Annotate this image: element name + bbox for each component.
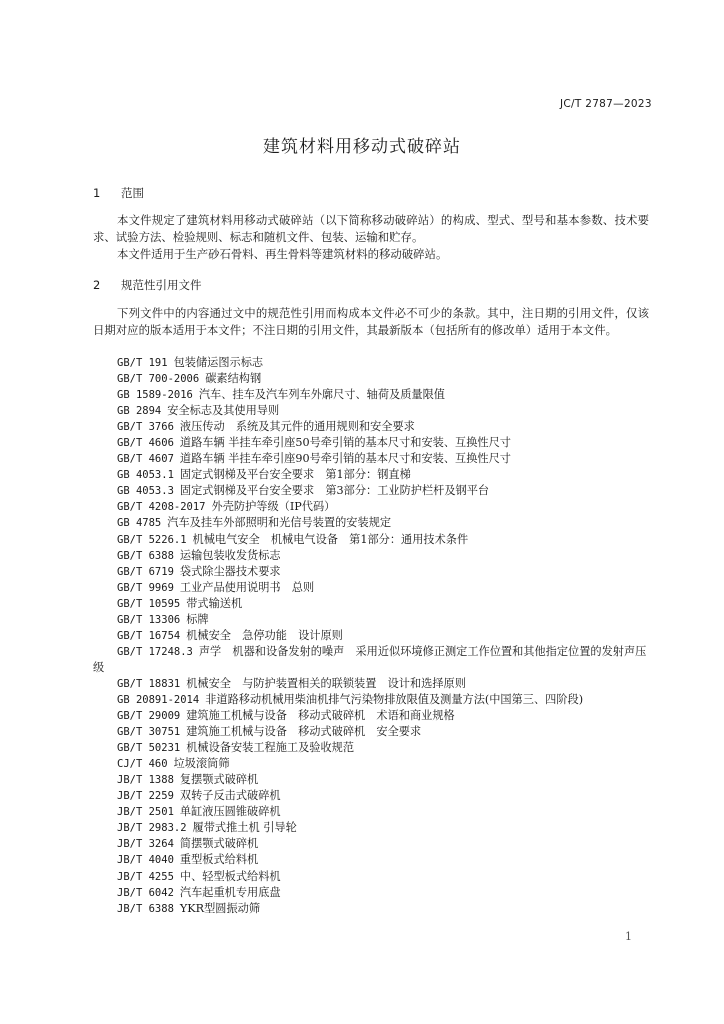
reference-name: 带式输送机: [186, 596, 243, 610]
reference-item: [117, 564, 650, 580]
reference-id: GB/T 5226.1: [117, 533, 187, 546]
reference-item: [117, 772, 650, 788]
reference-id: GB/T 3766: [117, 421, 174, 434]
reference-name: 道路车辆 半挂车牵引座50号牵引销的基本尺寸和安装、互换性尺寸: [179, 436, 511, 450]
standard-code: JC/T 2787—2023: [560, 98, 652, 110]
reference-item: [117, 483, 650, 499]
reference-id: GB/T 6388: [117, 549, 174, 562]
reference-item: [117, 419, 650, 435]
reference-item: [117, 724, 650, 740]
reference-item: [117, 596, 650, 612]
reference-name: 包装储运图示标志: [173, 356, 264, 369]
reference-id: GB/T 13306: [117, 613, 181, 626]
reference-item: [117, 515, 650, 531]
reference-name: 液压传动 系统及其元件的通用规则和安全要求: [179, 420, 415, 434]
reference-id: GB/T 16754: [117, 629, 181, 642]
reference-item: [117, 836, 650, 852]
reference-item: [117, 612, 650, 628]
reference-name: 重型板式给料机: [179, 853, 259, 867]
reference-id: JB/T 4040: [117, 854, 174, 867]
section-heading-scope: [93, 186, 144, 200]
reference-item: [117, 435, 650, 451]
page-number: 1: [625, 930, 632, 943]
reference-item: [93, 644, 650, 676]
reference-item: [117, 756, 650, 772]
reference-id: GB/T 18831: [117, 677, 181, 690]
reference-item: [117, 869, 650, 885]
reference-id: JB/T 2501: [117, 806, 174, 819]
reference-item: [117, 467, 650, 483]
reference-name: 非道路移动机械用柴油机排气污染物排放限值及测量方法(中国第三、四阶段): [205, 692, 584, 706]
section-number: 2: [93, 278, 101, 292]
reference-id: GB/T 17248.3: [117, 645, 193, 658]
reference-item: [117, 708, 650, 724]
reference-name: 汽车及挂车外部照明和光信号装置的安装规定: [167, 516, 392, 530]
reference-name: 建筑施工机械与设备 移动式破碎机 安全要求: [186, 725, 422, 739]
reference-item: [117, 820, 650, 836]
reference-name: 汽车起重机专用底盘: [179, 885, 281, 899]
reference-id: GB 4785: [117, 517, 162, 530]
reference-id: GB/T 9969: [117, 581, 174, 594]
reference-item: [117, 740, 650, 756]
reference-id: GB/T 4606: [117, 437, 174, 450]
reference-name: 固定式钢梯及平台安全要求 第1部分：钢直梯: [179, 468, 411, 482]
reference-item: [117, 355, 650, 371]
reference-name: 复摆颚式破碎机: [179, 773, 259, 787]
reference-id: GB 4053.3: [117, 485, 174, 498]
reference-id: GB/T 4208-2017: [117, 501, 206, 514]
reference-name: 履带式推土机 引导轮: [192, 821, 297, 835]
references-intro-paragraph: 下列文件中的内容通过文中的规范性引用而构成本文件必不可少的条款。其中，注日期的引用文件，仅该日期对应的版本适用于本文件；不注日期的引用文件，其最新版本（包括所有的修改单）适用于本文件。: [93, 306, 649, 338]
reference-name: 双转子反击式破碎机: [179, 789, 281, 803]
reference-name: 机械安全 急停功能 设计原则: [186, 628, 343, 642]
reference-id: GB/T 50231: [117, 742, 181, 755]
reference-id: JB/T 4255: [117, 870, 174, 883]
section-title: 范围: [121, 186, 144, 200]
reference-item: [117, 532, 650, 548]
reference-name: 建筑施工机械与设备 移动式破碎机 术语和商业规格: [186, 709, 455, 723]
reference-id: JB/T 3264: [117, 838, 174, 851]
reference-item: [117, 676, 650, 692]
reference-item: [117, 499, 650, 515]
section-number: 1: [93, 186, 101, 200]
reference-item: [117, 548, 650, 564]
reference-id: JB/T 2259: [117, 790, 174, 803]
reference-name: 简摆颚式破碎机: [179, 837, 259, 851]
reference-list: [93, 355, 650, 917]
reference-name: 声学 机器和设备发射的噪声 采用近似环境修正测定工作位置和其他指定位置的发射声压级: [93, 644, 647, 674]
reference-id: GB 4053.1: [117, 469, 174, 482]
reference-name: 机械设备安装工程施工及验收规范: [186, 741, 355, 755]
reference-id: GB/T 4607: [117, 453, 174, 466]
reference-name: 运输包装收发货标志: [179, 548, 281, 562]
reference-id: GB/T 700-2006: [117, 373, 200, 386]
reference-id: GB/T 10595: [117, 597, 181, 610]
reference-name: 机械电气安全 机械电气设备 第1部分：通用技术条件: [192, 532, 469, 546]
reference-item: [117, 580, 650, 596]
reference-id: GB/T 30751: [117, 726, 181, 739]
reference-name: YKR型圆振动筛: [179, 901, 261, 915]
reference-id: CJ/T 460: [117, 758, 168, 771]
reference-item: [93, 692, 650, 708]
reference-item: [117, 852, 650, 868]
reference-name: 外壳防护等级（IP代码）: [211, 500, 336, 514]
reference-id: JB/T 6042: [117, 886, 174, 899]
section-heading-normative-references: [93, 278, 202, 292]
reference-name: 碳素结构钢: [205, 372, 262, 386]
reference-id: JB/T 1388: [117, 774, 174, 787]
document-title: 建筑材料用移动式破碎站: [263, 137, 461, 157]
reference-item: [117, 451, 650, 467]
reference-item: [117, 901, 650, 917]
reference-id: GB/T 191: [117, 357, 168, 369]
reference-name: 袋式除尘器技术要求: [179, 564, 281, 578]
scope-paragraph: 本文件规定了建筑材料用移动式破碎站（以下简称移动破碎站）的构成、型式、型号和基本参数、技术要求、试验方法、检验规则、标志和随机文件、包装、运输和贮存。: [93, 213, 649, 245]
reference-name: 固定式钢梯及平台安全要求 第3部分：工业防护栏杆及钢平台: [179, 484, 490, 498]
reference-item: [117, 885, 650, 901]
reference-name: 单缸液压圆锥破碎机: [179, 805, 281, 819]
reference-name: 标牌: [186, 612, 209, 626]
reference-item: [117, 387, 650, 403]
section-title: 规范性引用文件: [121, 278, 202, 292]
reference-id: GB 1589-2016: [117, 389, 193, 402]
reference-id: GB 20891-2014: [117, 693, 200, 706]
reference-name: 中、轻型板式给料机: [179, 869, 281, 883]
reference-id: GB/T 29009: [117, 710, 181, 723]
reference-id: JB/T 6388: [117, 902, 174, 915]
reference-id: JB/T 2983.2: [117, 822, 187, 835]
reference-item: [117, 804, 650, 820]
reference-id: GB/T 6719: [117, 565, 174, 578]
reference-item: [117, 371, 650, 387]
reference-name: 机械安全 与防护装置相关的联锁装置 设计和选择原则: [186, 676, 466, 690]
reference-item: [117, 403, 650, 419]
reference-name: 垃圾滚筒筛: [173, 757, 230, 771]
reference-name: 道路车辆 半挂车牵引座90号牵引销的基本尺寸和安装、互换性尺寸: [179, 452, 511, 466]
reference-item: [117, 628, 650, 644]
reference-name: 工业产品使用说明书 总则: [179, 580, 315, 594]
reference-name: 安全标志及其使用导则: [167, 404, 280, 418]
reference-id: GB 2894: [117, 405, 162, 418]
scope-paragraph: 本文件适用于生产砂石骨料、再生骨料等建筑材料的移动破碎站。: [117, 247, 448, 261]
reference-name: 汽车、挂车及汽车列车外廓尺寸、轴荷及质量限值: [198, 388, 445, 402]
reference-item: [117, 788, 650, 804]
